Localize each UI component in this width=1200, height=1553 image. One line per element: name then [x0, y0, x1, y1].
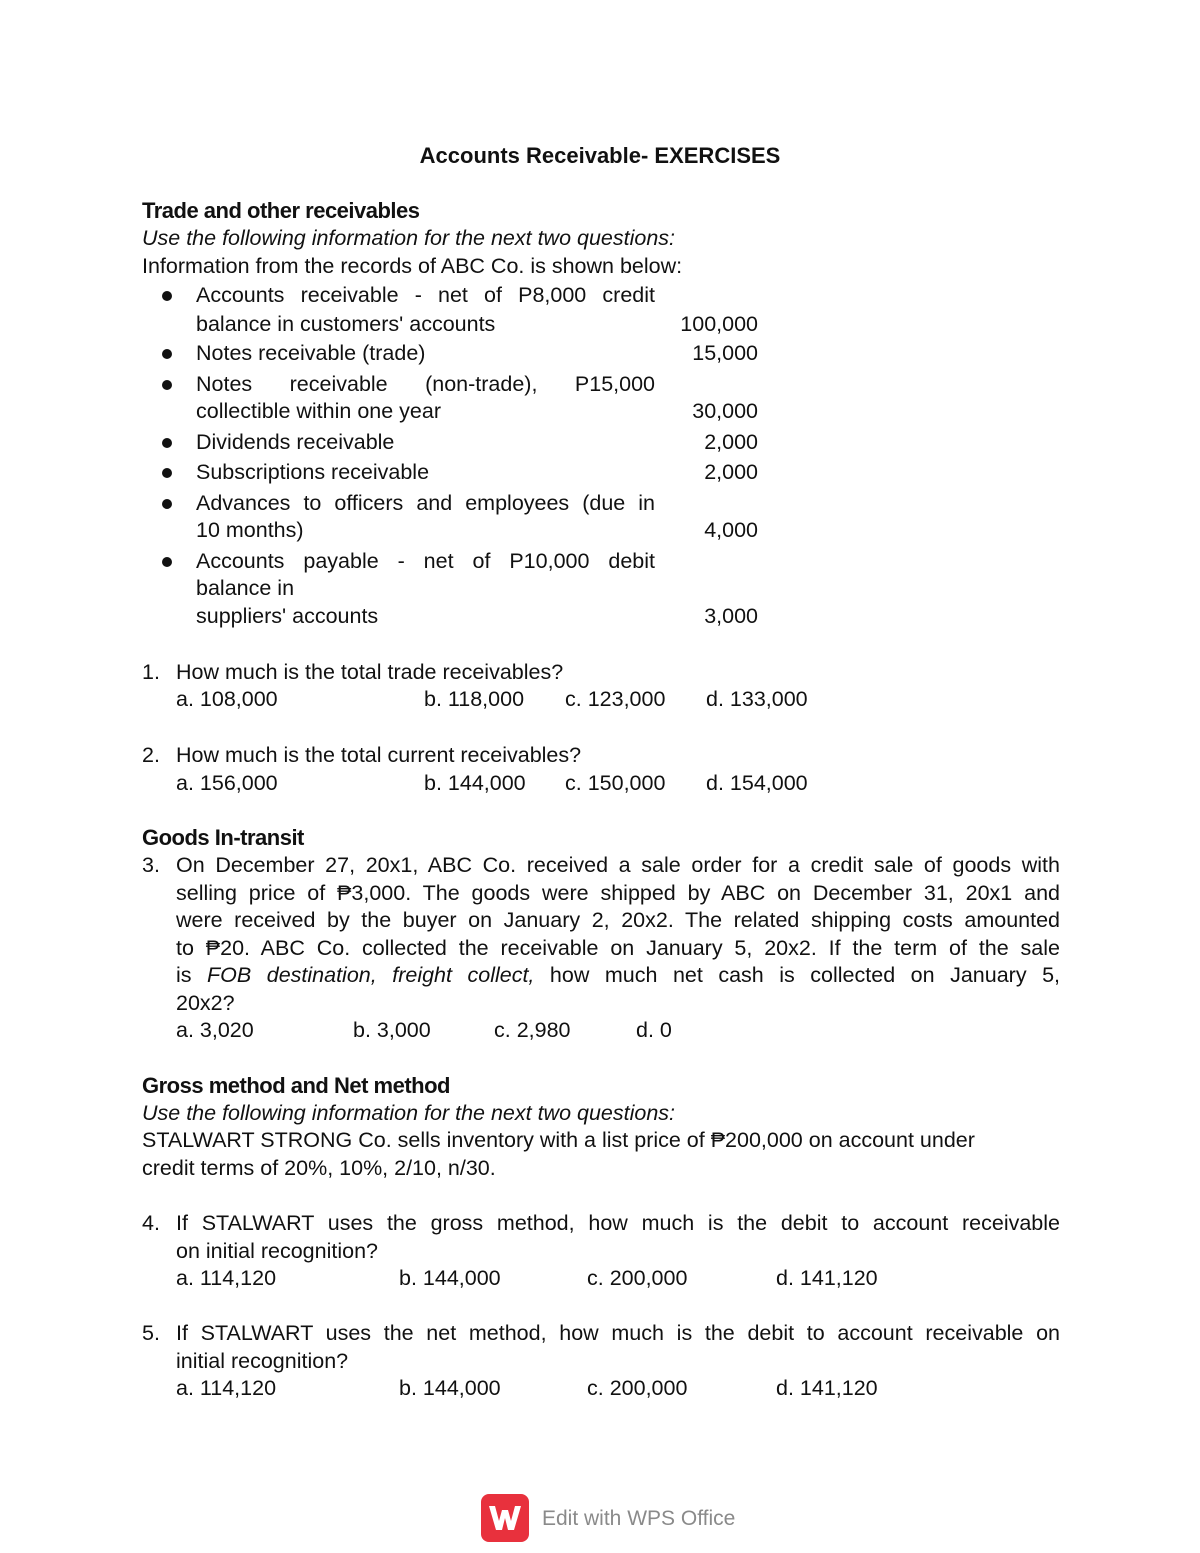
choice-a: a. 3,020 [176, 1018, 254, 1042]
choice-b: b. 3,000 [353, 1018, 431, 1042]
item-amount: 30,000 [692, 399, 758, 423]
intro-italic: Use the following information for the next two questions: [142, 1101, 676, 1125]
intro-text-line: STALWART STRONG Co. sells inventory with a list price of ₱200,000 on account under [142, 1128, 975, 1152]
choice-d: d. 0 [636, 1018, 672, 1042]
bullet-icon [162, 499, 172, 509]
page-title: Accounts Receivable- EXERCISES [419, 143, 781, 168]
item-amount: 3,000 [704, 604, 758, 628]
item-label-line: Notes receivable (non-trade), P15,000 [196, 372, 655, 396]
question-text-line: On December 27, 20x1, ABC Co. received a sale order for a credit sale of goods with [176, 853, 1060, 877]
intro-text: Information from the records of ABC Co. is shown below: [142, 254, 683, 278]
bullet-icon [162, 291, 172, 301]
bullet-icon [162, 349, 172, 359]
item-label-line: balance in customers' accounts [196, 312, 496, 336]
question-text-line: If STALWART uses the net method, how much is the debit to account receivable on [176, 1321, 1060, 1345]
item-label-line: suppliers' accounts [196, 604, 379, 628]
question-text-line: were received by the buyer on January 2, 20x2. The related shipping costs amounted [176, 908, 1060, 932]
section-heading-gross-net-method: Gross method and Net method [142, 1073, 450, 1098]
question-number: 1. [142, 660, 160, 684]
choice-a: a. 156,000 [176, 771, 278, 795]
question-number: 2. [142, 743, 160, 767]
line-prefix: is [176, 963, 208, 987]
question-text-line: 20x2? [176, 991, 235, 1015]
line-suffix: how much net cash is collected on January 5, [534, 963, 1061, 987]
question-text: How much is the total trade receivables? [176, 660, 564, 684]
choice-b: b. 144,000 [399, 1376, 501, 1400]
wps-w-glyph [487, 1502, 523, 1534]
choice-c: c. 150,000 [565, 771, 666, 795]
bullet-icon [162, 380, 172, 390]
intro-text-line: credit terms of 20%, 10%, 2/10, n/30. [142, 1156, 496, 1180]
question-text-line: If STALWART uses the gross method, how much is the debit to account receivable [176, 1211, 1060, 1235]
question-text-line [176, 965, 1060, 987]
item-label-line: 10 months) [196, 518, 304, 542]
item-amount: 15,000 [692, 341, 758, 365]
section-heading-goods-in-transit: Goods In-transit [142, 825, 304, 850]
choice-a: a. 108,000 [176, 687, 278, 711]
choice-b: b. 144,000 [399, 1266, 501, 1290]
choice-c: c. 123,000 [565, 687, 666, 711]
wps-edit-link[interactable]: Edit with WPS Office [542, 1507, 736, 1530]
question-number: 4. [142, 1211, 160, 1235]
choice-a: a. 114,120 [176, 1266, 277, 1290]
question-number: 3. [142, 853, 160, 877]
question-text-line: initial recognition? [176, 1349, 349, 1373]
item-amount: 2,000 [704, 460, 758, 484]
question-number: 5. [142, 1321, 160, 1345]
item-amount: 2,000 [704, 430, 758, 454]
choice-d: d. 154,000 [706, 771, 808, 795]
item-label-line: Accounts receivable - net of P8,000 credit [196, 283, 655, 307]
choice-c: c. 200,000 [587, 1266, 688, 1290]
choice-c: c. 2,980 [494, 1018, 571, 1042]
choice-a: a. 114,120 [176, 1376, 277, 1400]
bullet-icon [162, 557, 172, 567]
choice-b: b. 118,000 [424, 687, 525, 711]
choice-b: b. 144,000 [424, 771, 526, 795]
item-label-line: Notes receivable (trade) [196, 341, 426, 365]
choice-d: d. 141,120 [776, 1266, 878, 1290]
bullet-icon [162, 438, 172, 448]
choice-d: d. 141,120 [776, 1376, 878, 1400]
wps-logo-icon[interactable] [481, 1494, 529, 1542]
intro-italic: Use the following information for the next two questions: [142, 226, 676, 250]
item-label-line: Dividends receivable [196, 430, 395, 454]
item-label-line: Subscriptions receivable [196, 460, 430, 484]
question-text-line: selling price of ₱3,000. The goods were shipped by ABC on December 31, 20x1 and [176, 881, 1060, 905]
fob-term-italic: FOB destination, freight collect, [207, 963, 535, 987]
bullet-icon [162, 468, 172, 478]
item-amount: 4,000 [704, 518, 758, 542]
choice-d: d. 133,000 [706, 687, 808, 711]
item-label-line: Advances to officers and employees (due in [196, 491, 655, 515]
item-amount: 100,000 [680, 312, 758, 336]
question-text-line: to ₱20. ABC Co. collected the receivable on January 5, 20x2. If the term of the sale [176, 936, 1060, 960]
choice-c: c. 200,000 [587, 1376, 688, 1400]
question-text: How much is the total current receivables? [176, 743, 582, 767]
item-label-line: Accounts payable - net of P10,000 debit [196, 549, 655, 573]
item-label-line: collectible within one year [196, 399, 441, 423]
item-label-line: balance in [196, 576, 295, 600]
section-heading-trade-receivables: Trade and other receivables [142, 198, 420, 223]
question-text-line: on initial recognition? [176, 1239, 378, 1263]
